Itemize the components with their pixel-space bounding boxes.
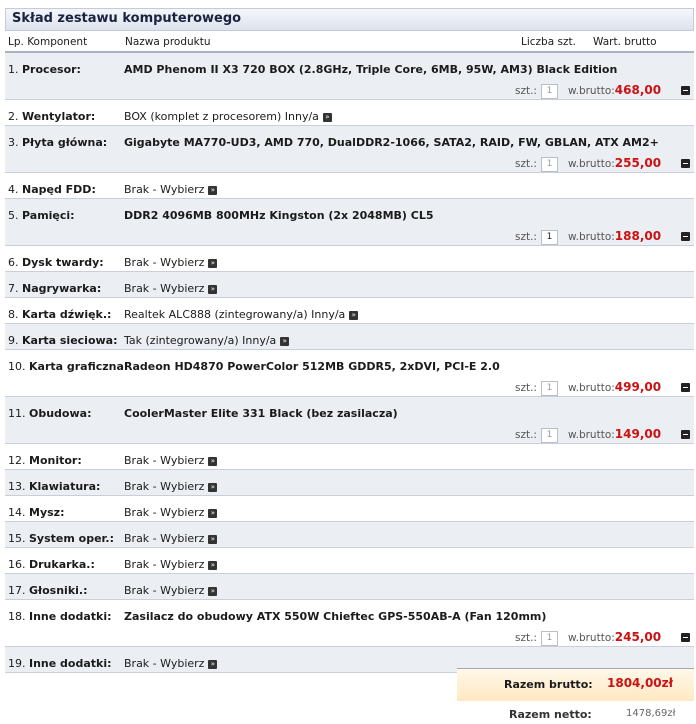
qty-input[interactable]: 1 (541, 631, 558, 646)
product-name[interactable] (124, 136, 659, 149)
product-name[interactable] (124, 183, 217, 196)
product-text[interactable]: BOX (komplet z procesorem) (124, 110, 282, 123)
gross-total-label: Razem brutto: (504, 678, 593, 691)
component-name: Karta dźwięk.: (22, 308, 112, 321)
component-label (8, 532, 114, 545)
product-name[interactable] (124, 256, 217, 269)
component-row (5, 246, 694, 272)
component-label (8, 360, 128, 373)
qty-input[interactable]: 1 (541, 84, 558, 99)
component-name: Karta sieciowa: (22, 334, 118, 347)
select-arrow-icon[interactable]: » (208, 457, 217, 466)
product-name[interactable] (124, 209, 434, 222)
product-name[interactable] (124, 407, 398, 420)
price-value: 468,00 (614, 83, 662, 97)
component-name: Procesor: (22, 63, 81, 76)
select-arrow-icon[interactable]: » (208, 285, 217, 294)
component-row (5, 548, 694, 574)
qty-price-line (515, 229, 661, 245)
other-option-link[interactable]: Inny/a (284, 110, 319, 123)
product-name[interactable] (124, 454, 217, 467)
select-arrow-icon[interactable]: » (349, 311, 358, 320)
qty-price-line (515, 380, 661, 396)
row-number: 6. (8, 256, 19, 269)
product-text[interactable]: DDR2 4096MB 800MHz Kingston (2x 2048MB) CL5 (124, 209, 434, 222)
other-option-link[interactable]: Inny/a (311, 308, 346, 321)
component-row (5, 53, 694, 100)
product-text[interactable]: Brak - Wybierz (124, 657, 205, 670)
product-name[interactable] (124, 480, 217, 493)
row-number: 9. (8, 334, 19, 347)
gross-total-box (457, 668, 694, 701)
component-name: Głosniki.: (29, 584, 88, 597)
qty-input[interactable]: 1 (541, 157, 558, 172)
qty-price-line (515, 630, 661, 646)
component-label (8, 110, 95, 123)
qty-prefix: szt.: (515, 632, 537, 644)
product-text[interactable]: Brak - Wybierz (124, 256, 205, 269)
product-text[interactable]: Brak - Wybierz (124, 480, 205, 493)
component-row (5, 470, 694, 496)
row-number: 8. (8, 308, 19, 321)
select-arrow-icon[interactable]: » (280, 337, 289, 346)
remove-icon[interactable] (681, 232, 690, 241)
component-name: Drukarka.: (29, 558, 95, 571)
qty-prefix: szt.: (515, 85, 537, 97)
qty-price-line (515, 427, 661, 443)
product-name[interactable] (124, 532, 217, 545)
price-value: 149,00 (614, 427, 662, 441)
product-text[interactable]: Radeon HD4870 PowerColor 512MB GDDR5, 2xDVI, PCI-E 2.0 (124, 360, 500, 373)
component-row (5, 199, 694, 246)
component-label (8, 584, 87, 597)
qty-input[interactable]: 1 (541, 381, 558, 396)
row-number: 12. (8, 454, 26, 467)
qty-price-line (515, 156, 661, 172)
product-text[interactable]: Brak - Wybierz (124, 454, 205, 467)
qty-prefix: szt.: (515, 382, 537, 394)
price-prefix: w.brutto: (567, 382, 615, 394)
component-row (5, 496, 694, 522)
component-row (5, 272, 694, 298)
component-name: Inne dodatki: (29, 657, 112, 670)
component-row (5, 444, 694, 470)
component-label (8, 334, 118, 347)
product-name[interactable] (124, 282, 217, 295)
row-number: 4. (8, 183, 19, 196)
remove-icon[interactable] (681, 633, 690, 642)
column-price: Wart. brutto (593, 36, 657, 48)
component-label (8, 209, 75, 222)
row-number: 10. (8, 360, 26, 373)
component-name: Wentylator: (22, 110, 96, 123)
select-arrow-icon[interactable]: » (208, 535, 217, 544)
component-row (5, 100, 694, 126)
component-row (5, 173, 694, 199)
price-prefix: w.brutto: (567, 632, 615, 644)
component-name: Inne dodatki: (29, 610, 112, 623)
component-label (8, 136, 107, 149)
component-list (5, 53, 694, 673)
component-label (8, 480, 100, 493)
component-label (8, 282, 101, 295)
product-name[interactable] (124, 63, 617, 76)
row-number: 2. (8, 110, 19, 123)
product-name[interactable] (124, 558, 217, 571)
product-name[interactable] (124, 360, 500, 373)
qty-prefix: szt.: (515, 158, 537, 170)
component-label (8, 183, 96, 196)
product-text[interactable]: Brak - Wybierz (124, 532, 205, 545)
component-name: Płyta główna: (22, 136, 108, 149)
component-label (8, 256, 104, 269)
net-total-value: 1478,69zł (626, 708, 676, 719)
gross-total-value: 1804,00zł (607, 676, 674, 690)
price-value: 188,00 (614, 229, 662, 243)
product-text[interactable]: CoolerMaster Elite 331 Black (bez zasilacza) (124, 407, 398, 420)
row-number: 1. (8, 63, 19, 76)
select-arrow-icon[interactable]: » (208, 587, 217, 596)
row-number: 5. (8, 209, 19, 222)
row-number: 16. (8, 558, 26, 571)
panel-title: Skład zestawu komputerowego (5, 8, 694, 31)
row-number: 11. (8, 407, 26, 420)
component-name: Pamięci: (22, 209, 75, 222)
component-row (5, 126, 694, 173)
qty-input[interactable]: 1 (541, 230, 558, 245)
row-number: 18. (8, 610, 26, 623)
product-text[interactable]: Brak - Wybierz (124, 558, 205, 571)
component-name: Obudowa: (29, 407, 92, 420)
select-arrow-icon[interactable]: » (208, 660, 217, 669)
column-header-row (5, 31, 694, 53)
column-product-name: Nazwa produktu (125, 36, 211, 48)
component-label (8, 610, 112, 623)
component-name: Mysz: (29, 506, 65, 519)
price-prefix: w.brutto: (567, 85, 615, 97)
component-name: Dysk twardy: (22, 256, 104, 269)
remove-icon[interactable] (681, 383, 690, 392)
component-name: Nagrywarka: (22, 282, 102, 295)
net-total-box (457, 700, 694, 724)
column-lp-component: Lp. Komponent (8, 36, 88, 48)
component-label (8, 454, 82, 467)
component-name: Klawiatura: (29, 480, 101, 493)
component-name: Monitor: (29, 454, 82, 467)
column-qty: Liczba szt. (521, 36, 576, 48)
qty-input[interactable]: 1 (541, 428, 558, 443)
product-text[interactable]: Tak (zintegrowany/a) (124, 334, 239, 347)
component-label (8, 558, 95, 571)
product-name[interactable] (124, 110, 332, 123)
component-row (5, 324, 694, 350)
product-name[interactable] (124, 506, 217, 519)
component-label (8, 63, 81, 76)
row-number: 7. (8, 282, 19, 295)
row-number: 14. (8, 506, 26, 519)
product-name[interactable] (124, 610, 546, 623)
row-number: 19. (8, 657, 26, 670)
product-name[interactable] (124, 584, 217, 597)
component-label (8, 308, 111, 321)
remove-icon[interactable] (681, 159, 690, 168)
component-row (5, 350, 694, 397)
row-number: 3. (8, 136, 19, 149)
net-total-label: Razem netto: (509, 708, 592, 721)
component-row (5, 600, 694, 647)
select-arrow-icon[interactable]: » (208, 186, 217, 195)
component-label (8, 506, 64, 519)
product-text[interactable]: Realtek ALC888 (zintegrowany/a) (124, 308, 308, 321)
select-arrow-icon[interactable]: » (323, 113, 332, 122)
other-option-link[interactable]: Inny/a (242, 334, 277, 347)
remove-icon[interactable] (681, 430, 690, 439)
qty-prefix: szt.: (515, 231, 537, 243)
product-text[interactable]: Brak - Wybierz (124, 506, 205, 519)
product-name[interactable] (124, 308, 358, 321)
select-arrow-icon[interactable]: » (208, 259, 217, 268)
price-value: 255,00 (614, 156, 662, 170)
product-text[interactable]: Gigabyte MA770-UD3, AMD 770, DualDDR2-1066, SATA2, RAID, FW, GBLAN, ATX AM2+ (124, 136, 659, 149)
price-prefix: w.brutto: (567, 158, 615, 170)
row-number: 17. (8, 584, 26, 597)
product-text[interactable]: AMD Phenom II X3 720 BOX (2.8GHz, Triple Core, 6MB, 95W, AM3) Black Edition (124, 63, 618, 76)
price-value: 499,00 (614, 380, 662, 394)
component-row (5, 574, 694, 600)
select-arrow-icon[interactable]: » (208, 561, 217, 570)
component-row (5, 298, 694, 324)
configurator-panel (5, 8, 694, 673)
price-prefix: w.brutto: (567, 231, 615, 243)
component-row (5, 397, 694, 444)
component-label (8, 657, 112, 670)
product-name[interactable] (124, 657, 217, 670)
qty-price-line (515, 83, 661, 99)
qty-prefix: szt.: (515, 429, 537, 441)
component-name: Napęd FDD: (22, 183, 96, 196)
component-name: System oper.: (29, 532, 114, 545)
product-text[interactable]: Zasilacz do obudowy ATX 550W Chieftec GPS-550AB-A (Fan 120mm) (124, 610, 547, 623)
remove-icon[interactable] (681, 86, 690, 95)
select-arrow-icon[interactable]: » (208, 483, 217, 492)
product-text[interactable]: Brak - Wybierz (124, 584, 205, 597)
price-value: 245,00 (614, 630, 662, 644)
component-row (5, 522, 694, 548)
component-name: Karta graficzna: (29, 360, 129, 373)
row-number: 15. (8, 532, 26, 545)
product-text[interactable]: Brak - Wybierz (124, 183, 205, 196)
row-number: 13. (8, 480, 26, 493)
select-arrow-icon[interactable]: » (208, 509, 217, 518)
product-name[interactable] (124, 334, 289, 347)
component-label (8, 407, 91, 420)
product-text[interactable]: Brak - Wybierz (124, 282, 205, 295)
price-prefix: w.brutto: (567, 429, 615, 441)
